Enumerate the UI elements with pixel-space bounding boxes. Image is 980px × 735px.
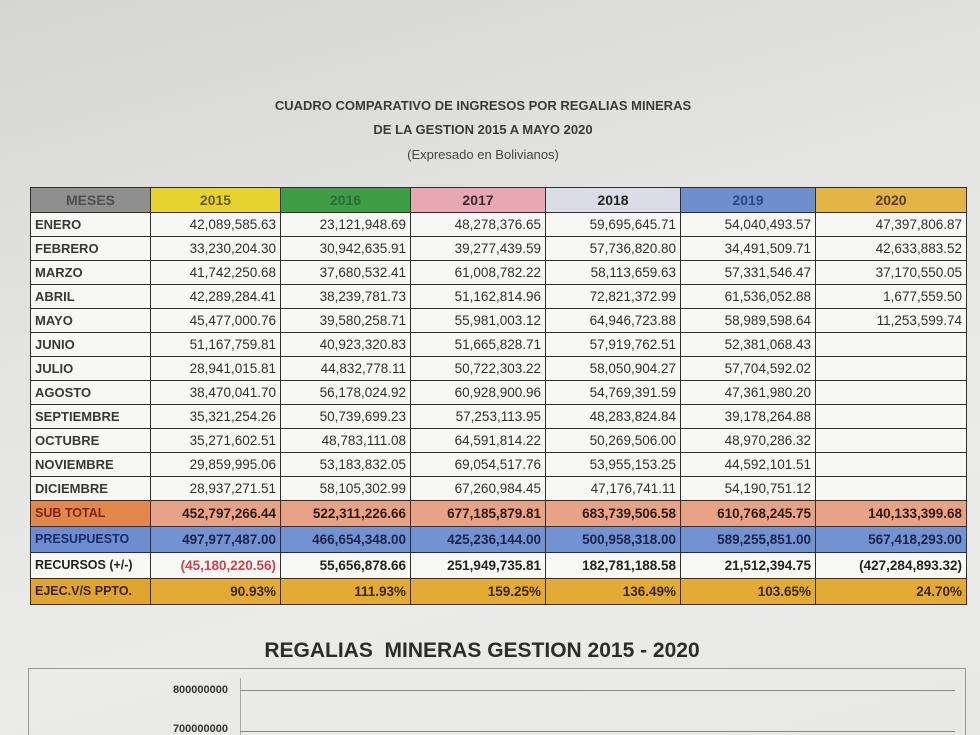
chart-title: REGALIAS MINERAS GESTION 2015 - 2020 (264, 639, 700, 662)
value-cell-2019: 61,536,052.88 (681, 285, 816, 309)
table-row-mayo (31, 309, 967, 333)
chart-plot-area (240, 678, 955, 735)
summary-row-presupuesto (31, 527, 967, 553)
value-cell-2018: 58,050,904.27 (546, 357, 681, 381)
chart-gridline (240, 731, 955, 732)
value-cell-2016: 40,923,320.83 (281, 333, 411, 357)
summary-cell-2015: 497,977,487.00 (151, 527, 281, 553)
value-cell-2020 (816, 381, 967, 405)
summary-cell-2017: 159.25% (411, 579, 546, 605)
summary-cell-2017: 425,236,144.00 (411, 527, 546, 553)
value-cell-2019: 34,491,509.71 (681, 237, 816, 261)
value-cell-2017: 64,591,814.22 (411, 429, 546, 453)
summary-cell-2019: 589,255,851.00 (681, 527, 816, 553)
value-cell-2018: 59,695,645.71 (546, 213, 681, 237)
value-cell-2017: 69,054,517.76 (411, 453, 546, 477)
value-cell-2015: 51,167,759.81 (151, 333, 281, 357)
document-title: CUADRO COMPARATIVO DE INGRESOS POR REGALIAS MINERAS (274, 98, 692, 113)
value-cell-2018: 58,113,659.63 (546, 261, 681, 285)
summary-cell-2020: 24.70% (816, 579, 967, 605)
month-label: ENERO (31, 213, 151, 237)
summary-cell-2020: 567,418,293.00 (816, 527, 967, 553)
value-cell-2018: 54,769,391.59 (546, 381, 681, 405)
value-cell-2020 (816, 333, 967, 357)
value-cell-2016: 50,739,699.23 (281, 405, 411, 429)
summary-cell-2018: 500,958,318.00 (546, 527, 681, 553)
value-cell-2015: 45,477,000.76 (151, 309, 281, 333)
month-label: OCTUBRE (31, 429, 151, 453)
value-cell-2020: 47,397,806.87 (816, 213, 967, 237)
y-axis-tick-label: 700000000 (172, 723, 228, 735)
value-cell-2015: 35,321,254.26 (151, 405, 281, 429)
value-cell-2019: 39,178,264.88 (681, 405, 816, 429)
value-cell-2015: 28,937,271.51 (151, 477, 281, 501)
value-cell-2016: 58,105,302.99 (281, 477, 411, 501)
month-label: SEPTIEMBRE (31, 405, 151, 429)
table-row-octubre (31, 429, 967, 453)
value-cell-2019: 54,040,493.57 (681, 213, 816, 237)
value-cell-2020: 1,677,559.50 (816, 285, 967, 309)
summary-cell-2017: 251,949,735.81 (411, 553, 546, 579)
summary-label: PRESUPUESTO (31, 527, 151, 553)
value-cell-2016: 56,178,024.92 (281, 381, 411, 405)
summary-cell-2018: 136.49% (546, 579, 681, 605)
value-cell-2017: 55,981,003.12 (411, 309, 546, 333)
value-cell-2017: 50,722,303.22 (411, 357, 546, 381)
value-cell-2017: 48,278,376.65 (411, 213, 546, 237)
value-cell-2016: 53,183,832.05 (281, 453, 411, 477)
summary-cell-2019: 21,512,394.75 (681, 553, 816, 579)
summary-row-sub-total (31, 501, 967, 527)
column-header-2020: 2020 (816, 188, 967, 213)
value-cell-2020 (816, 453, 967, 477)
value-cell-2015: 42,289,284.41 (151, 285, 281, 309)
summary-cell-2017: 677,185,879.81 (411, 501, 546, 527)
value-cell-2019: 54,190,751.12 (681, 477, 816, 501)
value-cell-2018: 48,283,824.84 (546, 405, 681, 429)
value-cell-2017: 67,260,984.45 (411, 477, 546, 501)
value-cell-2015: 33,230,204.30 (151, 237, 281, 261)
value-cell-2015: 42,089,585.63 (151, 213, 281, 237)
value-cell-2017: 51,665,828.71 (411, 333, 546, 357)
summary-row-recursos (31, 553, 967, 579)
month-label: AGOSTO (31, 381, 151, 405)
value-cell-2016: 38,239,781.73 (281, 285, 411, 309)
month-label: ABRIL (31, 285, 151, 309)
value-cell-2016: 39,580,258.71 (281, 309, 411, 333)
value-cell-2016: 23,121,948.69 (281, 213, 411, 237)
summary-row-ejec-v-s-ppto (31, 579, 967, 605)
value-cell-2015: 28,941,015.81 (151, 357, 281, 381)
table-row-noviembre (31, 453, 967, 477)
column-header-meses: MESES (31, 188, 151, 213)
value-cell-2016: 30,942,635.91 (281, 237, 411, 261)
summary-cell-2018: 683,739,506.58 (546, 501, 681, 527)
month-label: JUNIO (31, 333, 151, 357)
summary-cell-2018: 182,781,188.58 (546, 553, 681, 579)
value-cell-2018: 64,946,723.88 (546, 309, 681, 333)
value-cell-2020 (816, 477, 967, 501)
value-cell-2017: 61,008,782.22 (411, 261, 546, 285)
value-cell-2015: 38,470,041.70 (151, 381, 281, 405)
table-row-febrero (31, 237, 967, 261)
table-row-diciembre (31, 477, 967, 501)
summary-cell-2020: 140,133,399.68 (816, 501, 967, 527)
value-cell-2015: 41,742,250.68 (151, 261, 281, 285)
summary-cell-2015: 90.93% (151, 579, 281, 605)
month-label: MAYO (31, 309, 151, 333)
column-header-2017: 2017 (411, 188, 546, 213)
column-header-2015: 2015 (151, 188, 281, 213)
value-cell-2019: 52,381,068.43 (681, 333, 816, 357)
chart-gridline (240, 690, 955, 691)
summary-label: RECURSOS (+/-) (31, 553, 151, 579)
value-cell-2020: 42,633,883.52 (816, 237, 967, 261)
value-cell-2020 (816, 405, 967, 429)
column-header-2019: 2019 (681, 188, 816, 213)
value-cell-2020: 37,170,550.05 (816, 261, 967, 285)
table-row-marzo (31, 261, 967, 285)
document-title-line2: DE LA GESTION 2015 A MAYO 2020 (373, 122, 593, 137)
value-cell-2019: 57,704,592.02 (681, 357, 816, 381)
value-cell-2016: 37,680,532.41 (281, 261, 411, 285)
value-cell-2018: 57,919,762.51 (546, 333, 681, 357)
y-axis-tick-label: 800000000 (172, 684, 228, 696)
summary-cell-2015: (45,180,220.56) (151, 553, 281, 579)
table-row-abril (31, 285, 967, 309)
summary-cell-2016: 111.93% (281, 579, 411, 605)
month-label: JULIO (31, 357, 151, 381)
month-label: MARZO (31, 261, 151, 285)
value-cell-2018: 47,176,741.11 (546, 477, 681, 501)
summary-cell-2016: 466,654,348.00 (281, 527, 411, 553)
value-cell-2016: 44,832,778.11 (281, 357, 411, 381)
table-row-agosto (31, 381, 967, 405)
summary-label: EJEC.V/S PPTO. (31, 579, 151, 605)
value-cell-2017: 51,162,814.96 (411, 285, 546, 309)
header-row (31, 188, 967, 213)
value-cell-2019: 57,331,546.47 (681, 261, 816, 285)
month-label: NOVIEMBRE (31, 453, 151, 477)
value-cell-2018: 53,955,153.25 (546, 453, 681, 477)
table-row-septiembre (31, 405, 967, 429)
value-cell-2017: 39,277,439.59 (411, 237, 546, 261)
summary-cell-2015: 452,797,266.44 (151, 501, 281, 527)
month-label: FEBRERO (31, 237, 151, 261)
summary-cell-2020: (427,284,893.32) (816, 553, 967, 579)
royalties-table (30, 187, 967, 605)
value-cell-2018: 50,269,506.00 (546, 429, 681, 453)
value-cell-2020 (816, 357, 967, 381)
summary-cell-2019: 610,768,245.75 (681, 501, 816, 527)
table-header (31, 188, 967, 213)
document-subtitle: (Expresado en Bolivianos) (407, 147, 559, 162)
summary-label: SUB TOTAL (31, 501, 151, 527)
column-header-2018: 2018 (546, 188, 681, 213)
value-cell-2020 (816, 429, 967, 453)
value-cell-2016: 48,783,111.08 (281, 429, 411, 453)
summary-cell-2016: 55,656,878.66 (281, 553, 411, 579)
value-cell-2018: 57,736,820.80 (546, 237, 681, 261)
table-row-enero (31, 213, 967, 237)
value-cell-2019: 48,970,286.32 (681, 429, 816, 453)
value-cell-2017: 60,928,900.96 (411, 381, 546, 405)
table-row-junio (31, 333, 967, 357)
month-label: DICIEMBRE (31, 477, 151, 501)
summary-cell-2016: 522,311,226.66 (281, 501, 411, 527)
value-cell-2019: 58,989,598.64 (681, 309, 816, 333)
value-cell-2019: 47,361,980.20 (681, 381, 816, 405)
value-cell-2017: 57,253,113.95 (411, 405, 546, 429)
column-header-2016: 2016 (281, 188, 411, 213)
value-cell-2018: 72,821,372.99 (546, 285, 681, 309)
summary-cell-2019: 103.65% (681, 579, 816, 605)
value-cell-2019: 44,592,101.51 (681, 453, 816, 477)
value-cell-2020: 11,253,599.74 (816, 309, 967, 333)
value-cell-2015: 29,859,995.06 (151, 453, 281, 477)
value-cell-2015: 35,271,602.51 (151, 429, 281, 453)
table-body (31, 213, 967, 605)
table-row-julio (31, 357, 967, 381)
